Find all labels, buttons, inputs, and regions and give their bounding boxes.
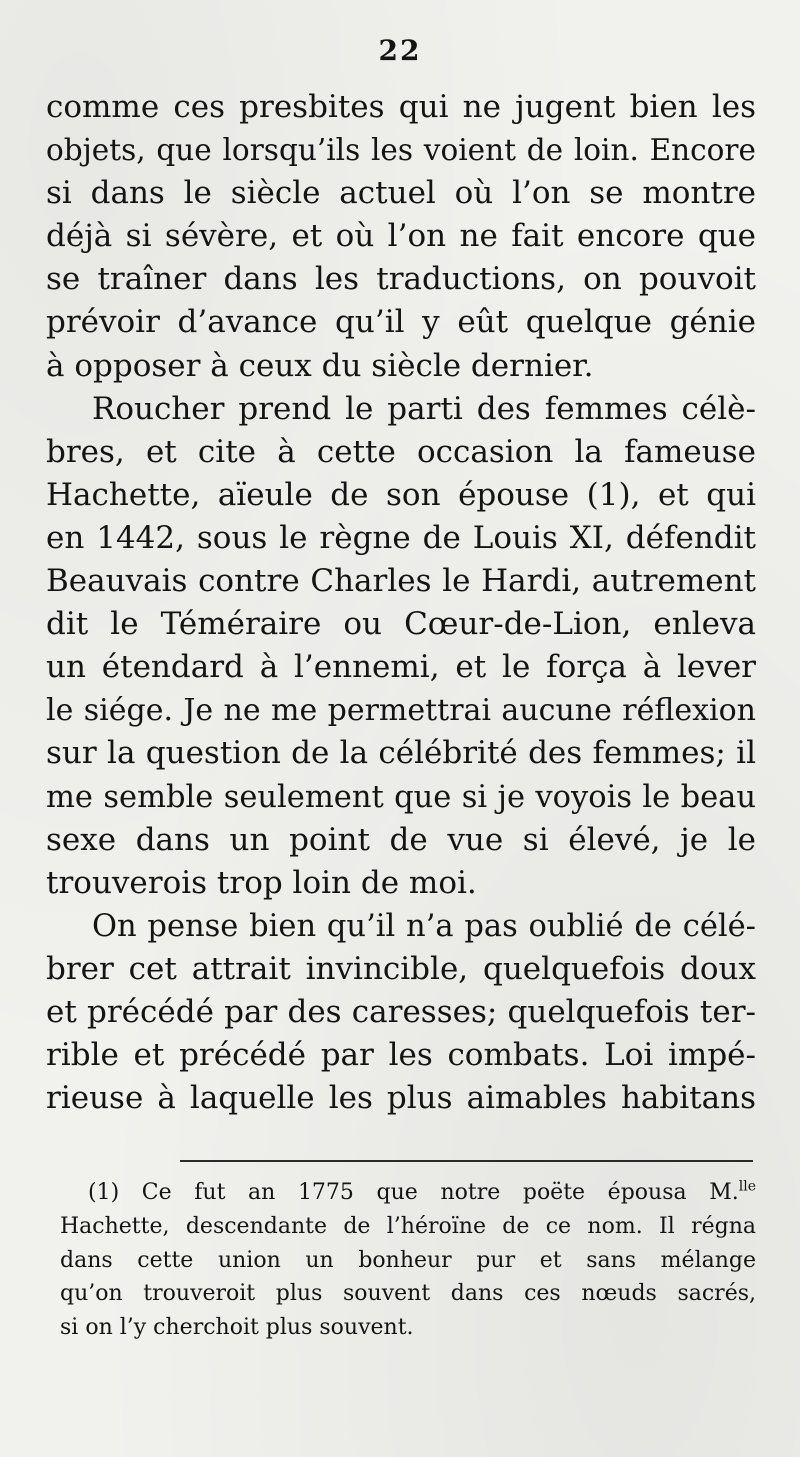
- text-line: trouverois trop loin de moi.: [46, 864, 477, 901]
- text-line: me semble seulement que si je voyois le beau: [46, 779, 756, 815]
- text-line: se traîner dans les traductions, on pouvoit: [46, 261, 756, 298]
- text-line: à opposer à ceux du siècle dernier.: [46, 347, 594, 384]
- footnote-line: Hachette, descendante de l’héroïne de ce nom. Il régna: [60, 1213, 756, 1239]
- footnote: [60, 1176, 756, 1345]
- text-line: prévoir d’avance qu’il y eût quelque génie: [46, 304, 756, 341]
- text-line: Beauvais contre Charles le Hardi, autrement: [46, 563, 756, 600]
- text-line: On pense bien qu’il n’a pas oublié de célé-: [92, 908, 756, 944]
- page-number: 22: [378, 34, 422, 67]
- text-line: déjà si sévère, et où l’on ne fait encore que: [46, 218, 756, 255]
- footnote-line: [60, 1176, 756, 1210]
- footnote-separator: [180, 1160, 753, 1162]
- text-line: objets, que lorsqu’ils les voient de loin. Encore: [46, 133, 756, 168]
- footnote-line: dans cette union un bonheur pur et sans mélange: [60, 1247, 756, 1273]
- text-line: sur la question de la célébrité des femmes; il: [46, 735, 756, 772]
- footnote-first-line-text: (1) Ce fut an 1775 que notre poëte épousa M.: [88, 1180, 739, 1205]
- text-line: et précédé par des caresses; quelquefois ter-: [46, 993, 756, 1030]
- text-line: si dans le siècle actuel où l’on se montre: [46, 175, 756, 212]
- text-line: brer cet attrait invincible, quelquefois doux: [46, 950, 756, 987]
- text-line: Hachette, aïeule de son épouse (1), et qui: [46, 476, 756, 513]
- text-line: dit le Téméraire ou Cœur-de-Lion, enleva: [46, 606, 756, 643]
- text-line: rieuse à laquelle les plus aimables habitans: [46, 1080, 756, 1117]
- text-line: en 1442, sous le règne de Louis XI, défendit: [46, 519, 756, 556]
- footnote-superscript: lle: [738, 1178, 756, 1195]
- body-text: [46, 86, 756, 1120]
- text-line: rible et précédé par les combats. Loi impé-: [46, 1037, 756, 1074]
- footnote-line: qu’on trouveroit plus souvent dans ces nœuds sacrés,: [60, 1281, 756, 1307]
- text-line: comme ces presbites qui ne jugent bien les: [46, 89, 756, 125]
- text-line: un étendard à l’ennemi, et le força à lever: [46, 649, 756, 686]
- text-line: bres, et cite à cette occasion la fameuse: [46, 433, 756, 470]
- text-line: Roucher prend le parti des femmes célè-: [92, 390, 756, 427]
- text-line: sexe dans un point de vue si élevé, je le: [46, 821, 756, 858]
- text-line: le siége. Je ne me permettrai aucune réflexion: [46, 693, 756, 729]
- footnote-line: si on l’y cherchoit plus souvent.: [60, 1315, 414, 1341]
